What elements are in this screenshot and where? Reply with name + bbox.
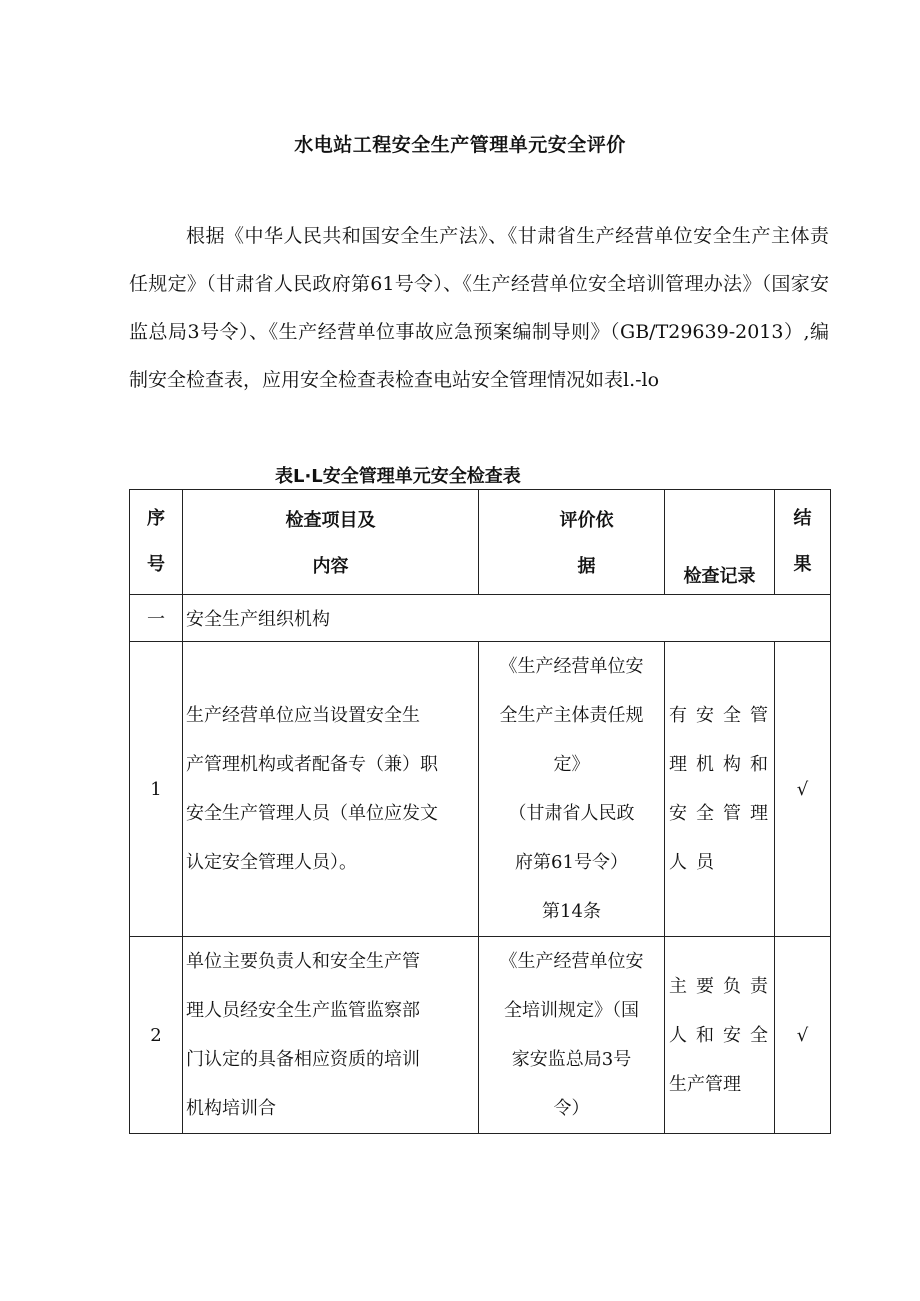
section-title: 安全生产组织机构 [183,595,831,642]
table-caption: 表L·L安全管理单元安全检查表 [275,466,521,487]
table-row [130,937,831,1134]
header-record: 检查记录 [665,490,775,595]
row-record: 有安全管 理机构和 安全管理 人员 [665,642,775,937]
row-content: 生产经营单位应当设置安全生 产管理机构或者配备专（兼）职 安全生产管理人员（单位应发文 认定安全管理人员）。 [183,642,479,937]
row-result: √ [775,642,831,937]
safety-checklist-table [129,489,831,1134]
intro-paragraph: 根据《中华人民共和国安全生产法》、《甘肃省生产经营单位安全生产主体责任规定》（甘肃省人民政府第61号令）、《生产经营单位安全培训管理办法》（国家安监总局3号令）、《生产经营单位事故应急预案编制导则》（GB/T29639-2013）,编制安全检查表，应用安全检查表检查电站安全管理情况如表l.-lo [129,225,829,391]
header-item: 检查项目及 内容 [183,490,479,595]
table-row [130,642,831,937]
header-result: 结 果 [775,490,831,595]
section-row [130,595,831,642]
row-record: 主要负责 人和安全 生产管理 [665,937,775,1134]
row-content: 单位主要负责人和安全生产管 理人员经安全生产监管监察部 门认定的具备相应资质的培训 机构培训合 [183,937,479,1134]
section-num: 一 [130,595,183,642]
header-basis: 评价依 据 [479,490,665,595]
table-header-row [130,490,831,595]
row-basis: 《生产经营单位安 全生产主体责任规 定》 （甘肃省人民政 府第61号令） 第14条 [479,642,665,937]
row-result: √ [775,937,831,1134]
document-title: 水电站工程安全生产管理单元安全评价 [294,134,626,156]
row-num: 1 [130,642,183,937]
row-num: 2 [130,937,183,1134]
header-seq: 序 号 [130,490,183,595]
row-basis: 《生产经营单位安 全培训规定》（国 家安监总局3号 令） [479,937,665,1134]
